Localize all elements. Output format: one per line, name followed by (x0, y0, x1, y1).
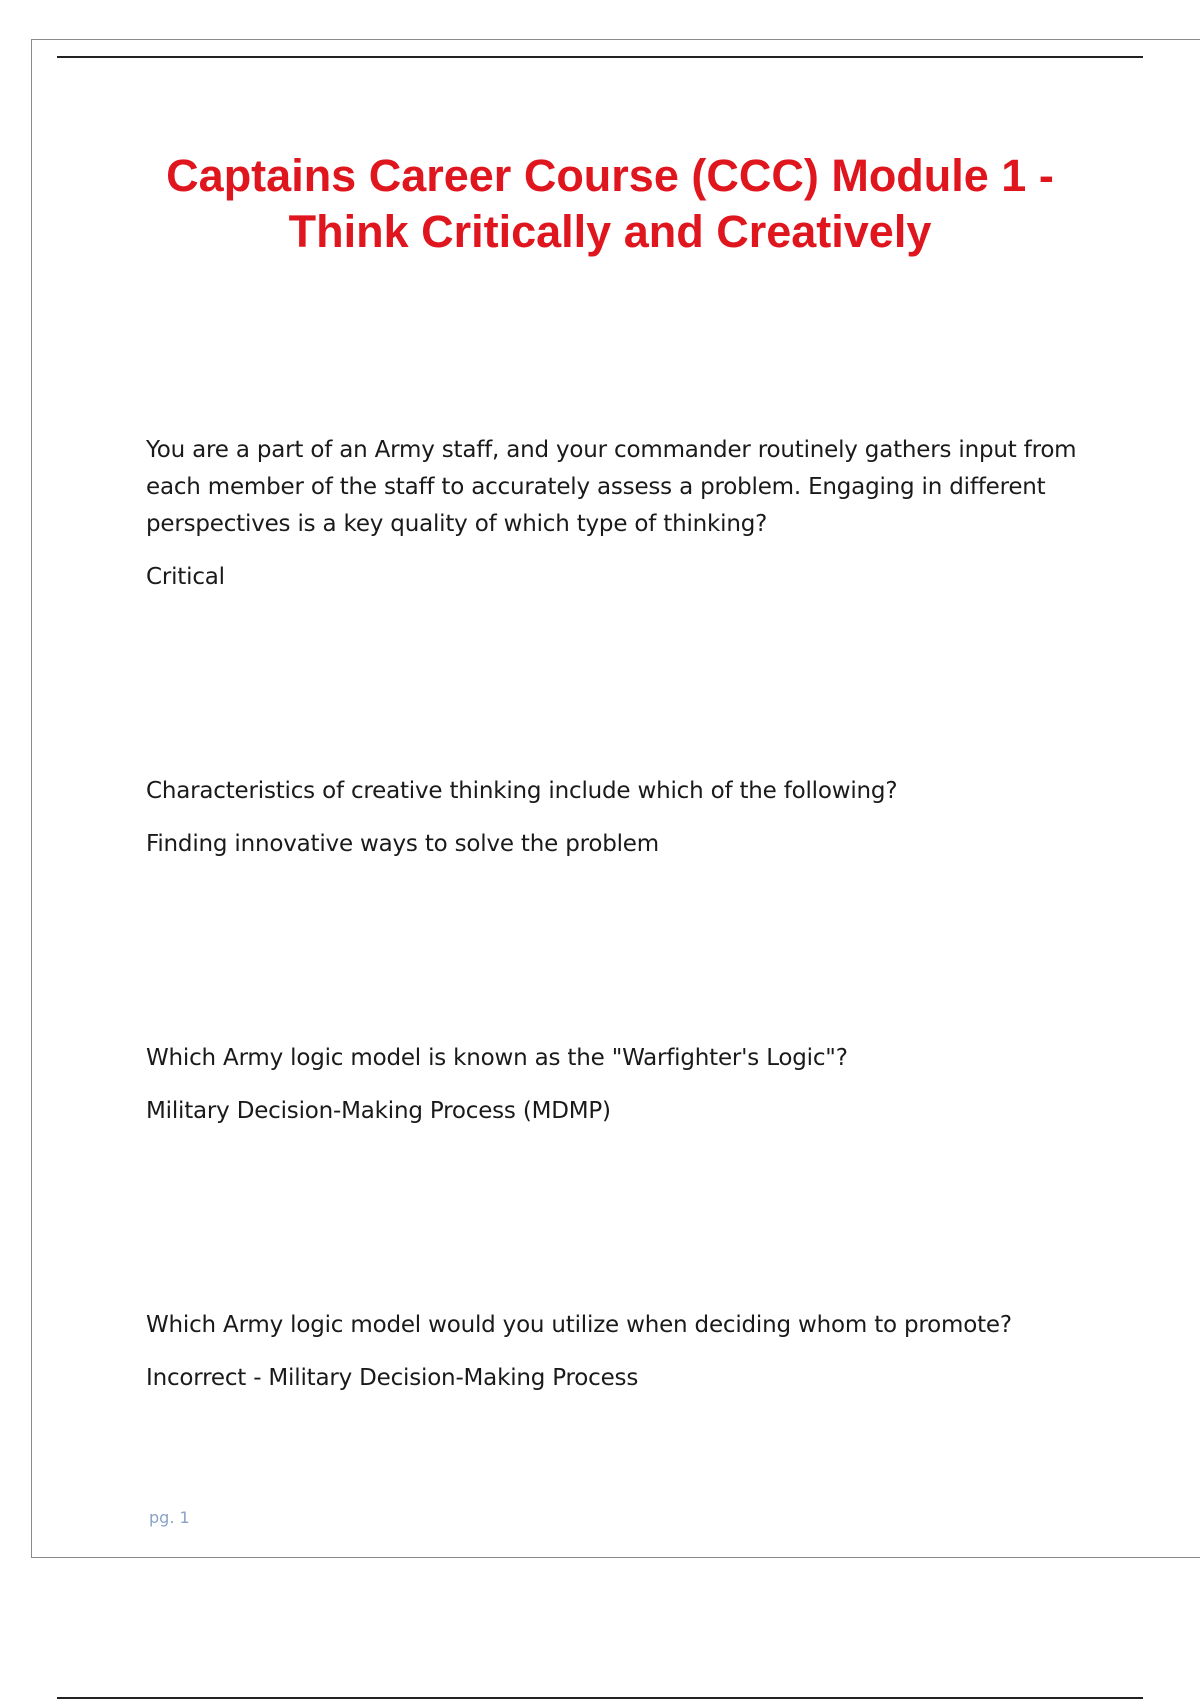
document-title: Captains Career Course (CCC) Module 1 - Think Critically and Creatively (166, 150, 1054, 257)
qa-item-3 (146, 1040, 1106, 1130)
question-1: You are a part of an Army staff, and your commander routinely gathers input from each member of the staff to accurately assess a problem. Engaging in different perspectives is a key quality of which type of thinking? (146, 437, 1077, 537)
answer-2: Finding innovative ways to solve the problem (146, 831, 659, 857)
qa-item-4 (146, 1307, 1106, 1397)
question-3: Which Army logic model is known as the "Warfighter's Logic"? (146, 1045, 848, 1071)
question-2: Characteristics of creative thinking include which of the following? (146, 778, 898, 804)
page-number: pg. 1 (149, 1508, 190, 1527)
qa-item-1 (146, 432, 1106, 596)
answer-1: Critical (146, 564, 225, 590)
next-page-header-rule (57, 1697, 1143, 1699)
header-rule (57, 56, 1143, 58)
answer-3: Military Decision-Making Process (MDMP) (146, 1098, 611, 1124)
question-4: Which Army logic model would you utilize when deciding whom to promote? (146, 1312, 1012, 1338)
qa-item-2 (146, 773, 1106, 863)
answer-4: Incorrect - Military Decision-Making Process (146, 1365, 639, 1391)
